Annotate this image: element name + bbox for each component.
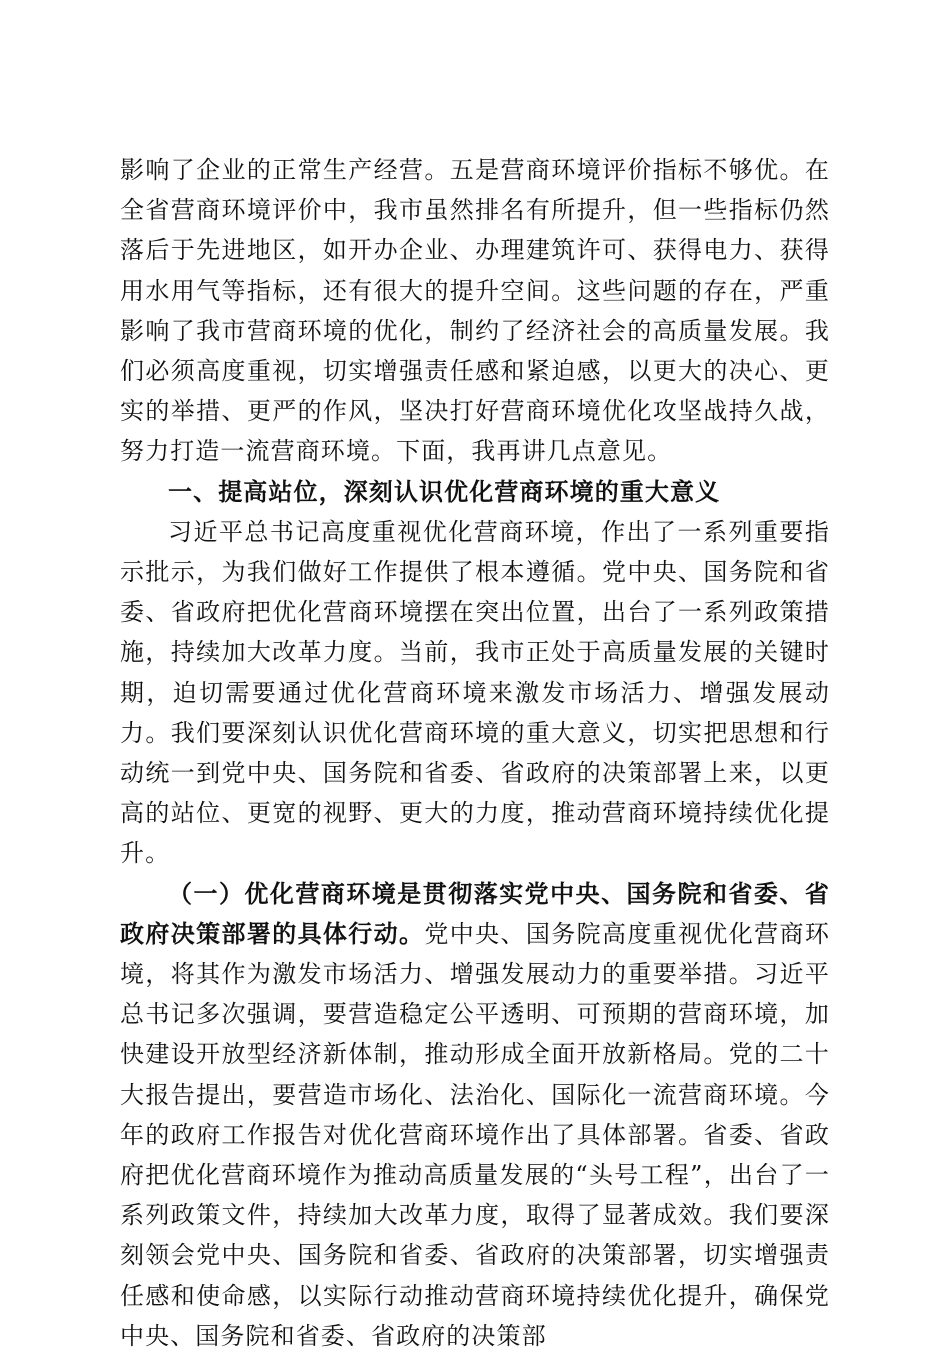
subsection-lead: （一）优化营商环境是贯彻落实党中央、国务院和省委、省政府决策部署的具体行动。 — [120, 879, 830, 948]
section-heading: 一、提高站位，深刻认识优化营商环境的重大意义 — [168, 477, 721, 506]
paragraph-subsection-1 — [120, 874, 830, 1356]
paragraph-intro: 习近平总书记高度重视优化营商环境，作出了一系列重要指示批示，为我们做好工作提供了根本遵循。党中央、国务院和省委、省政府把优化营商环境摆在突出位置，出台了一系列政策措施，持续加大改革力度。当前，我市正处于高质量发展的关键时期，迫切需要通过优化营商环境来激发市场活力、增强发展动力。我们要深刻认识优化营商环境的重大意义，切实把思想和行动统一到党中央、国务院和省委、省政府的决策部署上来，以更高的站位、更宽的视野、更大的力度，推动营商环境持续优化提升。 — [120, 517, 830, 868]
subsection-body: 党中央、国务院高度重视优化营商环境，将其作为激发市场活力、增强发展动力的重要举措。习近平总书记多次强调，要营造稳定公平透明、可预期的营商环境，加快建设开放型经济新体制，推动形成全面开放新格局。党的二十大报告提出，要营造市场化、法治化、国际化一流营商环境。今年的政府工作报告对优化营商环境作出了具体部署。省委、省政府把优化营商环境作为推动高质量发展的“头号工程”，出台了一系列政策文件，持续加大改革力度，取得了显著成效。我们要深刻领会党中央、国务院和省委、省政府的决策部署，切实增强责任感和使命感，以实际行动推动营商环境持续优化提升，确保党中央、国务院和省委、省政府的决策部 — [120, 919, 830, 1350]
document-body — [120, 150, 830, 1356]
paragraph-continued: 影响了企业的正常生产经营。五是营商环境评价指标不够优。在全省营商环境评价中，我市虽然排名有所提升，但一些指标仍然落后于先进地区，如开办企业、办理建筑许可、获得电力、获得用水用气等指标，还有很大的提升空间。这些问题的存在，严重影响了我市营商环境的优化，制约了经济社会的高质量发展。我们必须高度重视，切实增强责任感和紧迫感，以更大的决心、更实的举措、更严的作风，坚决打好营商环境优化攻坚战持久战，努力打造一流营商环境。下面，我再讲几点意见。 — [120, 156, 830, 466]
